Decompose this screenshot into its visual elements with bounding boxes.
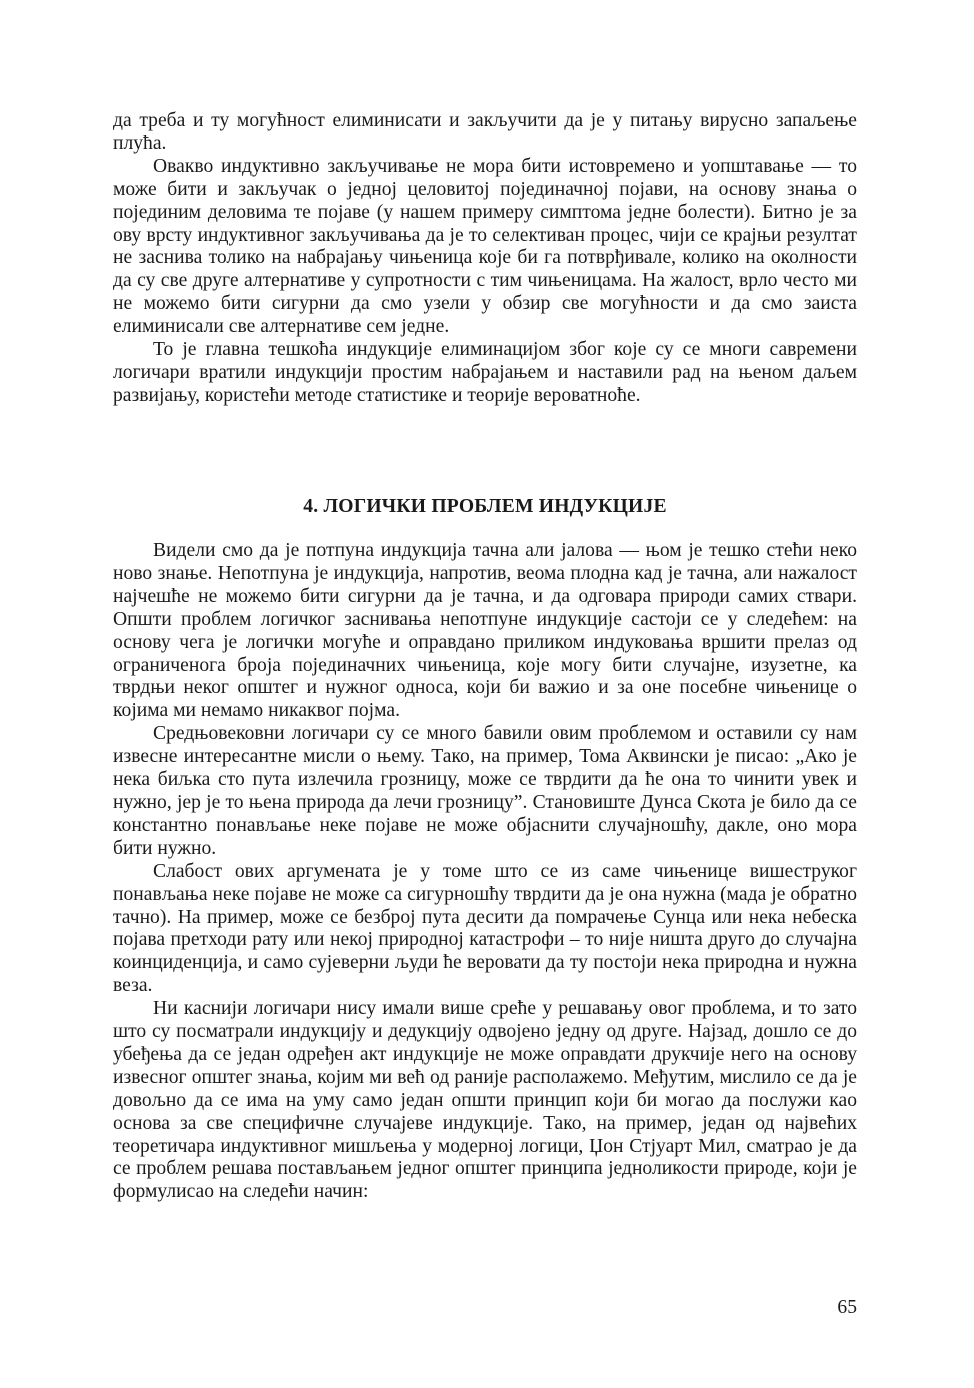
body-text-top [113, 110, 857, 408]
page-number: 65 [837, 1297, 857, 1318]
paragraph-medieval-logicians: Средњовековни логичари су се много бавили овим проблемом и оставили су нам извесне интересантне мисли о њему. Тако, на пример, Тома Аквински је писао: „Ако је нека биљка сто пута излечила грозницу, може се тврдити да ће она то чинити увек и нужно, јер је то њена природа да лечи грозницу”. Становиште Дунса Скота је било да се константно понављање неке појаве не може објаснити случајношћу, дакле, оно мора бити нужно. [113, 723, 857, 859]
paragraph-continuation: да треба и ту могућност елиминисати и закључити да је у питању вирусно запаљење плућа. [113, 110, 857, 154]
body-text-section [113, 540, 857, 1204]
paragraph-later-logicians: Ни каснији логичари нису имали више среће у решавању овог проблема, и то зато што су посматрали индукцију и дедукцију одвојено једну од друге. Најзад, дошло се до убеђења да се један одређен акт индукције не може оправдати друкчије него на основу извесног општег знања, којим ми већ од раније располажемо. Међутим, мислило се да је довољно да се има на уму само један општи принцип који би могао да послужи као основа за све специфичне случајеве индукције. Тако, на пример, један од највећих теоретичара индуктивног мишљења у модерној логици, Џон Стјуарт Мил, сматрао је да се проблем решава постављањем једног општег принципа једноликости природе, који је формулисао на следећи начин: [113, 998, 857, 1203]
paragraph-elimination-difficulty: То је главна тешкоћа индукције елиминацијом због које су се многи савремени логичари вратили индукцији простим набрајањем и наставили рад на њеном даљем развијању, користећи методе статистике и теорије вероватноће. [113, 339, 857, 406]
paragraph-inductive-conclusion: Овакво индуктивно закључивање не мора бити истовремено и уопштавање — то може бити и закључак о једној целовитој појединачној појави, на основу знања о појединим деловима те појаве (у нашем примеру симптома једне болести). Битно је за ову врсту индуктивног закључивања да је то селективан процес, чији се крајњи резултат не заснива толико на набрајању чињеница које би га потврђивале, колико на околности да су све друге алтернативе у супротности с тим чињеницама. На жалост, врло често ми не можемо бити сигурни да смо узели у обзир све могућности и да смо заиста елиминисали све алтернативе сем једне. [113, 155, 857, 338]
paragraph-weakness-arguments: Слабост ових аргумената је у томе што се из саме чињенице вишеструког понављања неке појаве не може са сигурношћу тврдити да је она нужна (мада је обратно тачно). На пример, може се безброј пута десити да помрачење Сунца или нека небеска појава претходи рату или некој природној катастрофи – то није ништа друго до случајна коинциденција, и само сујеверни људи ће веровати да ту постоји нека природна и нужна веза. [113, 860, 857, 997]
section-heading: 4. ЛОГИЧКИ ПРОБЛЕМ ИНДУКЦИЈЕ [303, 496, 667, 517]
paragraph-complete-induction: Видели смо да је потпуна индукција тачна али јалова — њом је тешко стећи неко ново знање. Непотпуна је индукција, напротив, веома плодна кад је тачна, али нажалост најчешће не можемо бити сигурни да је тачна, и да одговара природи самих ствари. Општи проблем логичког заснивања непотпуне индукције састоји се у следећем: на основу чега је логички могуће и оправдано приликом индуковања вршити прелаз од ограниченога броја појединачних чињеница, које могу бити случајне, изузетне, ка тврдњи неког општег и нужног односа, који би важио и за оне посебне чињенице о којима ми немамо никаквог појма. [113, 540, 857, 722]
